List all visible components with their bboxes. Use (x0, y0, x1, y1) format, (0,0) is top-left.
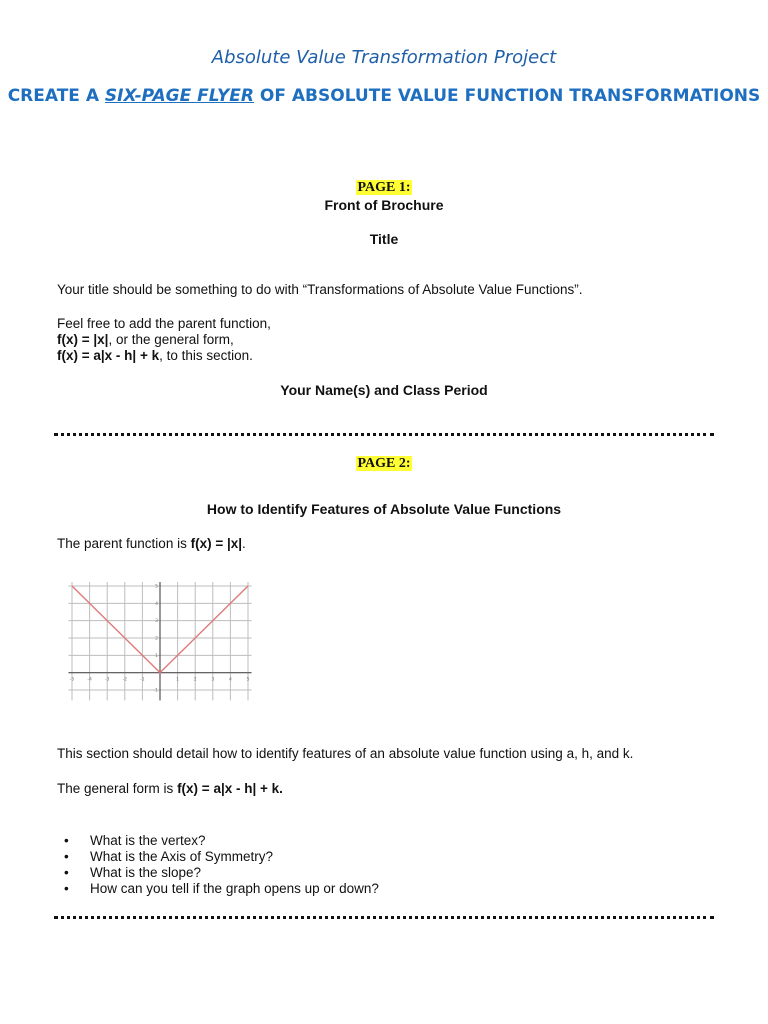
x-tick-label: 3 (211, 677, 215, 683)
x-tick-label: 5 (246, 677, 250, 683)
heading-suffix: OF ABSOLUTE VALUE FUNCTION TRANSFORMATIONS (253, 86, 761, 106)
list-item: • What is the Axis of Symmetry? (64, 849, 274, 864)
x-tick-label: 2 (193, 677, 197, 683)
page1-instruction: Your title should be something to do with “Transformations of Absolute Value Functions”. (57, 282, 583, 297)
list-item: • What is the vertex? (64, 833, 206, 848)
page2-general-text: The general form is f(x) = a|x - h| + k. (57, 781, 283, 796)
parent-function-graph (68, 582, 252, 706)
page2-parent-text: The parent function is f(x) = |x|. (57, 536, 246, 551)
x-tick-label: -4 (87, 677, 92, 683)
bullet-icon: • (64, 865, 69, 880)
bullet-icon: • (64, 849, 69, 864)
page1-line3: f(x) = a|x - h| + k, to this section. (57, 348, 253, 363)
page1-line1: Feel free to add the parent function, (57, 316, 271, 331)
section-divider (54, 916, 714, 919)
bullet-icon: • (64, 881, 69, 896)
list-item: • How can you tell if the graph opens up or down? (64, 881, 379, 896)
y-tick-label: 5 (155, 584, 158, 590)
page2-detail-text: This section should detail how to identify features of an absolute value function using a, h, and k. (57, 746, 634, 761)
y-tick-label: -1 (153, 688, 158, 694)
x-tick-label: -1 (140, 677, 145, 683)
x-tick-label: -3 (104, 677, 110, 683)
heading-emphasis: SIX-PAGE FLYER (104, 86, 254, 106)
list-item: • What is the slope? (64, 865, 202, 880)
page1-label: PAGE 1: (357, 180, 411, 195)
page2-label: PAGE 2: (357, 456, 411, 471)
section-divider (54, 433, 714, 436)
y-tick-label: 3 (155, 619, 158, 625)
heading-prefix: CREATE A (7, 86, 105, 106)
x-tick-label: 4 (228, 677, 232, 683)
page1-parent-note (57, 316, 271, 364)
x-tick-label: 1 (176, 677, 180, 683)
x-tick-label: -5 (69, 677, 75, 683)
page1-names-label: Your Name(s) and Class Period (280, 382, 488, 398)
page1-title-label: Title (369, 231, 399, 247)
feature-questions-list (57, 833, 379, 897)
y-tick-label: 4 (155, 601, 158, 607)
page2-section-title: How to Identify Features of Absolute Value Functions (206, 501, 562, 517)
y-tick-label: 1 (155, 653, 158, 659)
y-tick-label: 2 (155, 636, 158, 642)
page1-subtitle: Front of Brochure (324, 197, 444, 213)
bullet-icon: • (64, 833, 69, 848)
project-subtitle: Absolute Value Transformation Project (211, 47, 557, 68)
page1-line2: f(x) = |x|, or the general form, (57, 332, 234, 347)
main-heading (0, 86, 768, 106)
x-tick-label: -2 (122, 677, 128, 683)
